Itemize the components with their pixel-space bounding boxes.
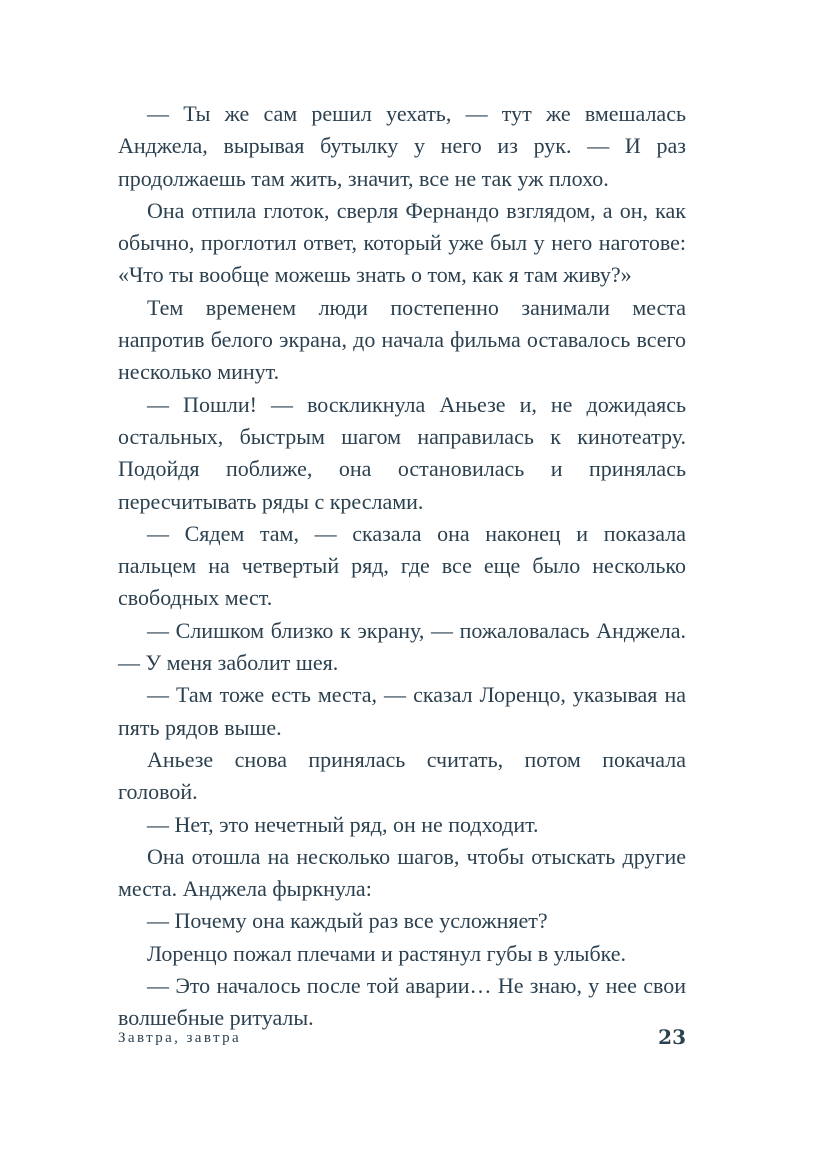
paragraph: — Это началось после той аварии… Не знаю, у нее свои волшебные ритуалы. xyxy=(118,973,686,1031)
running-head: Завтра, завтра xyxy=(118,1030,242,1046)
body-text xyxy=(118,98,686,1035)
paragraph: — Почему она каждый раз все усложняет? xyxy=(147,908,548,934)
paragraph: — Ты же сам решил уехать, — тут же вмешалась Анджела, вырывая бутылку у него из рук. — И раз продолжаешь там жить, значит, все не так уж плохо. xyxy=(118,101,686,191)
paragraph: Лоренцо пожал плечами и растянул губы в улыбке. xyxy=(147,940,627,966)
paragraph: — Пошли! — воскликнула Аньезе и, не дожидаясь остальных, быстрым шагом направилась к кинотеатру. Подойдя поближе, она остановилась и принялась пересчитывать ряды с креслами. xyxy=(118,391,686,514)
paragraph: Тем временем люди постепенно занимали места напротив белого экрана, до начала фильма оставалось всего несколько минут. xyxy=(118,294,686,385)
paragraph: Она отпила глоток, сверля Фернандо взглядом, а он, как обычно, проглотил ответ, который уже был у него наготове: «Что ты вообще можешь знать о том, как я там живу?» xyxy=(118,197,686,288)
paragraph: — Слишком близко к экрану, — пожаловалась Анджела. — У меня заболит шея. xyxy=(118,617,686,676)
paragraph: — Там тоже есть места, — сказал Лоренцо, указывая на пять рядов выше. xyxy=(118,682,686,740)
paragraph: Она отошла на несколько шагов, чтобы отыскать другие места. Анджела фыркнула: xyxy=(118,843,686,902)
paragraph: Аньезе снова принялась считать, потом покачала головой. xyxy=(118,746,686,805)
paragraph: — Нет, это нечетный ряд, он не подходит. xyxy=(147,811,539,837)
paragraph: — Сядем там, — сказала она наконец и показала пальцем на четвертый ряд, где все еще было несколько свободных мест. xyxy=(118,520,686,611)
page-number: 23 xyxy=(658,1025,686,1049)
